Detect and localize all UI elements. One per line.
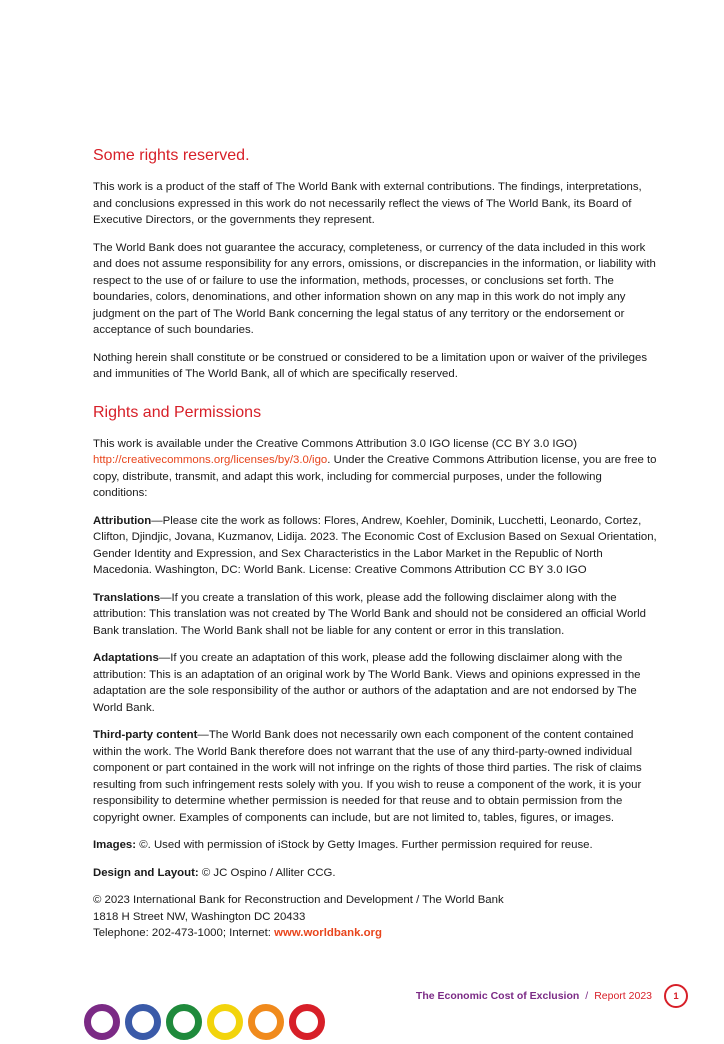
attribution-paragraph <box>93 513 659 579</box>
green-ring-icon <box>166 1004 202 1040</box>
red-ring-icon <box>289 1004 325 1040</box>
translations-lead: Translations <box>93 591 161 604</box>
section-heading-permissions: Rights and Permissions <box>93 403 262 421</box>
website-link[interactable]: www.worldbank.org <box>274 927 382 939</box>
accuracy-paragraph: The World Bank does not guarantee the accuracy, completeness, or currency of the data included in this work and does not assume responsibility for any errors, omissions, or discrepancies in the information, or liability with respect to the use of or failure to use the information, methods, processes, or conclusions set forth. The boundaries, colors, denominations, and other information shown on any map in this work do not imply any judgment on the part of The World Bank concerning the legal status of any territory or the endorsement or acceptance of such boundaries. <box>93 241 656 336</box>
disclaimer-paragraph: This work is a product of the staff of The World Bank with external contributions. The findings, interpretations, and conclusions expressed in this work do not necessarily reflect the views of The World Bank, its Board of Executive Directors, or the governments they represent. <box>93 181 642 226</box>
design-text: © JC Ospino / Alliter CCG. <box>198 866 336 879</box>
images-lead: Images: <box>93 839 137 851</box>
address-line-3 <box>93 925 659 942</box>
blue-ring-icon <box>125 1004 161 1040</box>
immunities-paragraph: Nothing herein shall constitute or be construed or considered to be a limitation upon or waiver of the privileges and immunities of The World Bank, all of which are specifically reserved. <box>93 351 648 380</box>
address-line-1: © 2023 International Bank for Reconstruction and Development / The World Bank <box>93 894 504 906</box>
yellow-ring-icon <box>207 1004 243 1040</box>
license-text-a: This work is available under the Creative Commons Attribution 3.0 IGO license (CC BY 3.0 IGO) <box>93 437 578 450</box>
translations-text: —If you create a translation of this work, please add the following disclaimer along with the attribution: This translation was not created by The World Bank and should not be considered an official World Bank translation. The World Bank shall not be liable for any content or error in this translation. <box>93 591 646 637</box>
design-paragraph <box>93 865 659 882</box>
address-line-2: 1818 H Street NW, Washington DC 20433 <box>93 910 306 923</box>
license-link[interactable]: http://creativecommons.org/licenses/by/3.0/igo <box>93 454 328 466</box>
third-party-paragraph <box>93 727 659 826</box>
page-footer <box>416 984 688 1008</box>
footer-report: Report 2023 <box>594 990 652 1002</box>
decorative-rings <box>84 1004 344 1044</box>
license-text-b: . Under the Creative Commons Attribution license, you are free to copy, distribute, transmit, and adapt this work, including for commercial purposes, under the following conditions: <box>93 454 657 499</box>
copyright-page <box>93 146 659 942</box>
design-lead: Design and Layout: <box>93 866 199 879</box>
images-text: ©. Used with permission of iStock by Getty Images. Further permission required for reuse. <box>136 839 593 851</box>
third-party-text: —The World Bank does not necessarily own each component of the content contained within the work. The World Bank therefore does not warrant that the use of any third-party-owned individual component or part contained in the work will not infringe on the rights of those third parties. The risk of claims resulting from such infringement rests solely with you. If you wish to reuse a component of the work, it is your responsibility to determine whether permission is needed for that reuse and to obtain permission from the copyright owner. Examples of components can include, but are not limited to, tables, figures, or images. <box>93 729 642 824</box>
footer-title: The Economic Cost of Exclusion <box>415 990 580 1002</box>
images-paragraph <box>93 837 659 854</box>
footer-separator: / <box>585 990 589 1002</box>
attribution-lead: Attribution <box>93 514 152 527</box>
orange-ring-icon <box>248 1004 284 1040</box>
purple-ring-icon <box>84 1004 120 1040</box>
adaptations-lead: Adaptations <box>93 652 159 664</box>
license-paragraph <box>93 436 659 502</box>
third-party-lead: Third-party content <box>93 729 198 741</box>
adaptations-text: —If you create an adaptation of this work, please add the following disclaimer along with the attribution: This is an adaptation of an original work by The World Bank. Views and opinions expressed in the adaptation are the sole responsibility of the author or authors of the adaptation and are not endorsed by The World Bank. <box>93 652 641 714</box>
section-heading-rights-reserved: Some rights reserved. <box>93 147 250 164</box>
telephone-text: Telephone: 202-473-1000; Internet: <box>93 927 275 939</box>
publisher-address <box>93 892 659 942</box>
translations-paragraph <box>93 590 659 640</box>
page-number-badge: 1 <box>664 984 688 1008</box>
attribution-text: —Please cite the work as follows: Flores, Andrew, Koehler, Dominik, Lucchetti, Leonardo, Cortez, Clifton, Djindjic, Jovana, Kuzmanov, Lidija. 2023. The Economic Cost of Exclusion Based on Sexual Orientation, Gender Identity and Expression, and Sex Characteristics in the Labor Market in the Republic of North Macedonia. Washington, DC: World Bank. License: Creative Commons Attribution CC BY 3.0 IGO <box>93 514 657 576</box>
adaptations-paragraph <box>93 650 659 716</box>
